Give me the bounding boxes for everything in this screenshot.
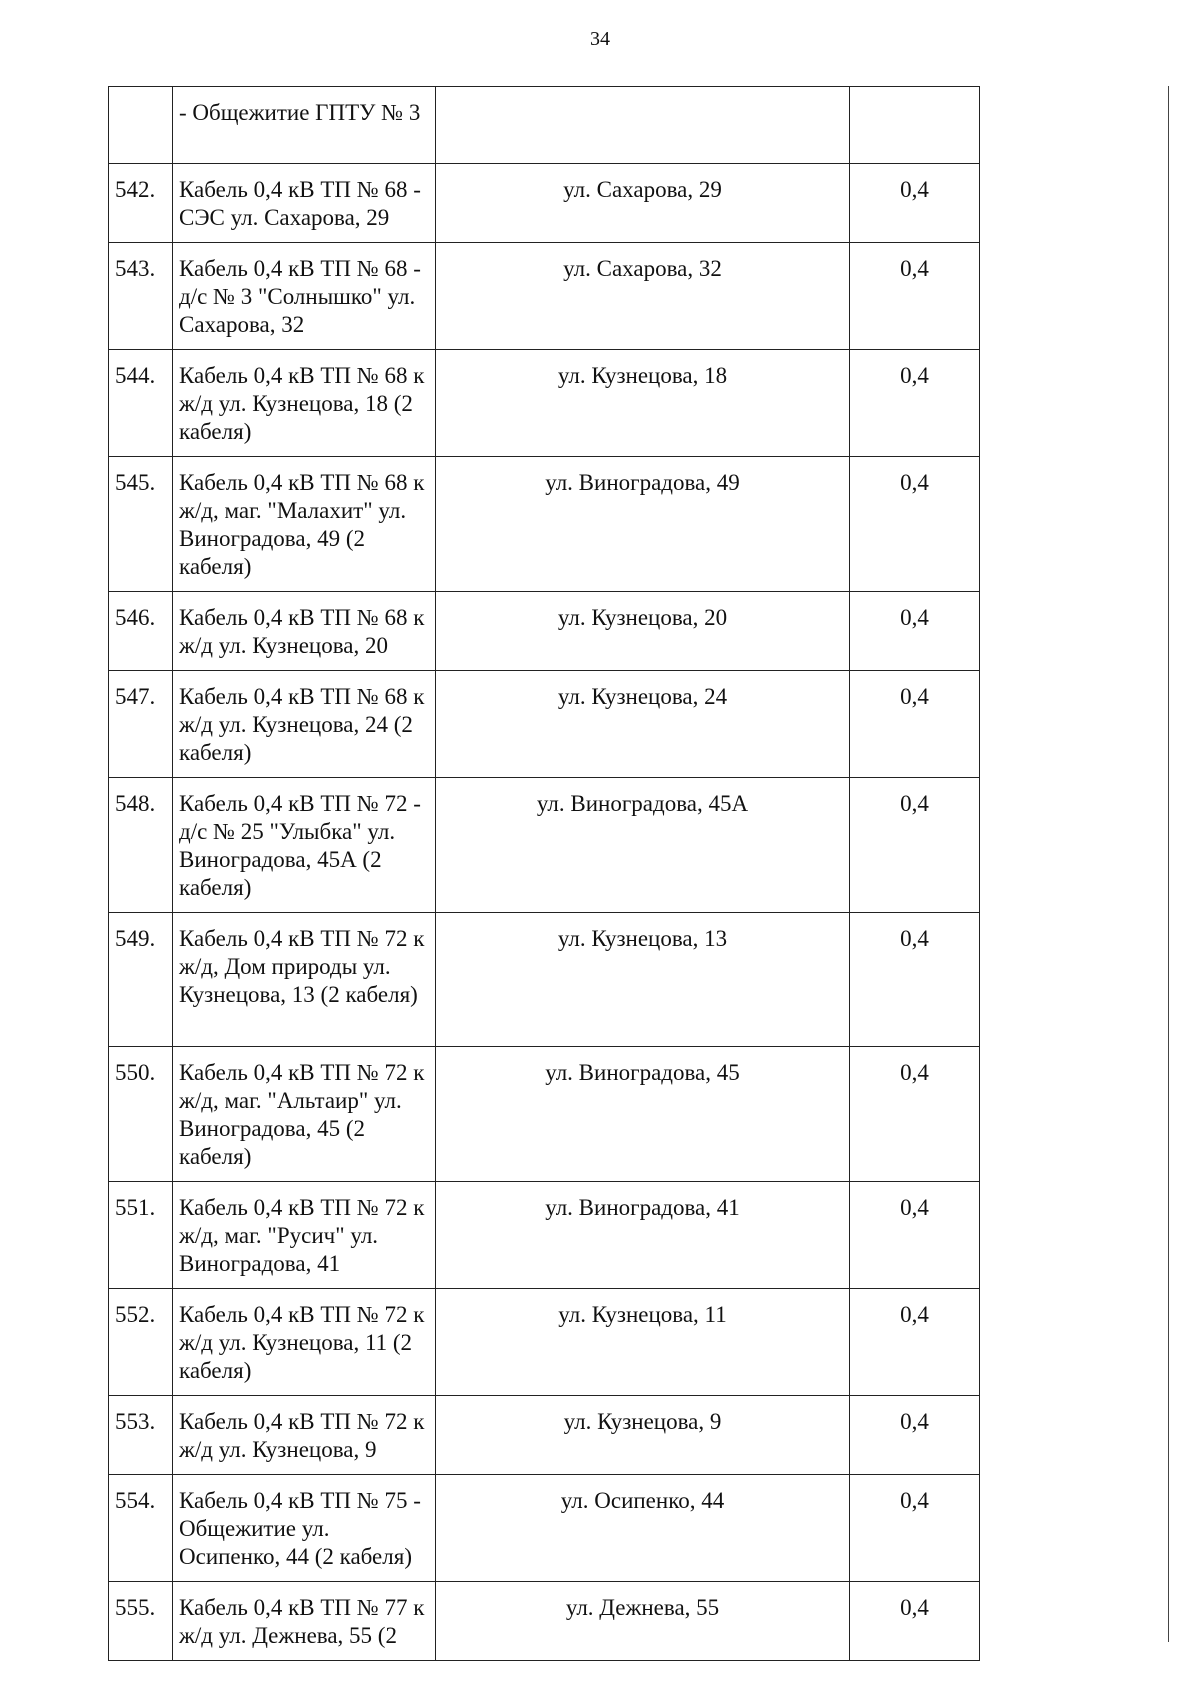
cable-name-cell: Кабель 0,4 кВ ТП № 75 - Общежитие ул. Осипенко, 44 (2 кабеля) — [173, 1475, 436, 1582]
table-row — [109, 457, 980, 592]
voltage-cell: 0,4 — [850, 457, 980, 592]
table-body — [109, 87, 980, 1661]
address-cell: ул. Дежнева, 55 — [436, 1582, 850, 1661]
row-number-cell: 546. — [109, 592, 173, 671]
voltage-cell: 0,4 — [850, 1182, 980, 1289]
voltage-cell: 0,4 — [850, 1047, 980, 1182]
table-row — [109, 592, 980, 671]
row-number-cell: 553. — [109, 1396, 173, 1475]
row-number-cell: 542. — [109, 164, 173, 243]
row-number-cell: 555. — [109, 1582, 173, 1661]
row-number-cell: 547. — [109, 671, 173, 778]
address-cell: ул. Кузнецова, 9 — [436, 1396, 850, 1475]
cable-name-cell: Кабель 0,4 кВ ТП № 68 к ж/д ул. Кузнецова, 18 (2 кабеля) — [173, 350, 436, 457]
row-number-cell: 544. — [109, 350, 173, 457]
table-row — [109, 913, 980, 1047]
row-number-cell: 548. — [109, 778, 173, 913]
address-cell: ул. Виноградова, 45А — [436, 778, 850, 913]
table-row — [109, 671, 980, 778]
table-row — [109, 1182, 980, 1289]
voltage-cell — [850, 87, 980, 164]
cable-name-cell: Кабель 0,4 кВ ТП № 72 к ж/д, маг. "Альтаир" ул. Виноградова, 45 (2 кабеля) — [173, 1047, 436, 1182]
table-row — [109, 1582, 980, 1661]
address-cell: ул. Сахарова, 29 — [436, 164, 850, 243]
cable-name-cell: Кабель 0,4 кВ ТП № 68 к ж/д ул. Кузнецова, 24 (2 кабеля) — [173, 671, 436, 778]
cable-name-cell: Кабель 0,4 кВ ТП № 77 к ж/д ул. Дежнева, 55 (2 — [173, 1582, 436, 1661]
cable-name-cell: Кабель 0,4 кВ ТП № 68 к ж/д, маг. "Малахит" ул. Виноградова, 49 (2 кабеля) — [173, 457, 436, 592]
cable-registry-table — [108, 86, 980, 1661]
address-cell: ул. Кузнецова, 11 — [436, 1289, 850, 1396]
address-cell: ул. Виноградова, 41 — [436, 1182, 850, 1289]
address-cell: ул. Кузнецова, 20 — [436, 592, 850, 671]
row-number-cell: 549. — [109, 913, 173, 1047]
table-row — [109, 1289, 980, 1396]
address-cell — [436, 87, 850, 164]
address-cell: ул. Виноградова, 45 — [436, 1047, 850, 1182]
cable-name-cell: Кабель 0,4 кВ ТП № 68 - СЭС ул. Сахарова, 29 — [173, 164, 436, 243]
voltage-cell: 0,4 — [850, 913, 980, 1047]
table-row — [109, 1475, 980, 1582]
voltage-cell: 0,4 — [850, 1396, 980, 1475]
address-cell: ул. Кузнецова, 24 — [436, 671, 850, 778]
row-number-cell: 543. — [109, 243, 173, 350]
voltage-cell: 0,4 — [850, 592, 980, 671]
row-number-cell: 551. — [109, 1182, 173, 1289]
voltage-cell: 0,4 — [850, 671, 980, 778]
cable-name-cell: - Общежитие ГПТУ № 3 — [173, 87, 436, 164]
row-number-cell: 552. — [109, 1289, 173, 1396]
row-number-cell: 550. — [109, 1047, 173, 1182]
voltage-cell: 0,4 — [850, 1475, 980, 1582]
table-row — [109, 778, 980, 913]
address-cell: ул. Сахарова, 32 — [436, 243, 850, 350]
voltage-cell: 0,4 — [850, 1289, 980, 1396]
table-row — [109, 164, 980, 243]
voltage-cell: 0,4 — [850, 778, 980, 913]
cable-name-cell: Кабель 0,4 кВ ТП № 68 - д/с № 3 "Солнышко" ул. Сахарова, 32 — [173, 243, 436, 350]
address-cell: ул. Виноградова, 49 — [436, 457, 850, 592]
cable-name-cell: Кабель 0,4 кВ ТП № 72 к ж/д, маг. "Русич" ул. Виноградова, 41 — [173, 1182, 436, 1289]
cable-name-cell: Кабель 0,4 кВ ТП № 72 к ж/д ул. Кузнецова, 11 (2 кабеля) — [173, 1289, 436, 1396]
voltage-cell: 0,4 — [850, 350, 980, 457]
voltage-cell: 0,4 — [850, 164, 980, 243]
table-row — [109, 87, 980, 164]
table-row — [109, 1047, 980, 1182]
voltage-cell: 0,4 — [850, 243, 980, 350]
page-number: 34 — [590, 28, 610, 50]
cable-name-cell: Кабель 0,4 кВ ТП № 72 к ж/д, Дом природы ул. Кузнецова, 13 (2 кабеля) — [173, 913, 436, 1047]
cable-name-cell: Кабель 0,4 кВ ТП № 72 - д/с № 25 "Улыбка" ул. Виноградова, 45А (2 кабеля) — [173, 778, 436, 913]
row-number-cell: 545. — [109, 457, 173, 592]
address-cell: ул. Кузнецова, 18 — [436, 350, 850, 457]
cable-name-cell: Кабель 0,4 кВ ТП № 72 к ж/д ул. Кузнецова, 9 — [173, 1396, 436, 1475]
right-margin-line — [1168, 86, 1169, 1642]
address-cell: ул. Кузнецова, 13 — [436, 913, 850, 1047]
address-cell: ул. Осипенко, 44 — [436, 1475, 850, 1582]
cable-name-cell: Кабель 0,4 кВ ТП № 68 к ж/д ул. Кузнецова, 20 — [173, 592, 436, 671]
table-row — [109, 350, 980, 457]
row-number-cell: 554. — [109, 1475, 173, 1582]
table-row — [109, 243, 980, 350]
table-row — [109, 1396, 980, 1475]
voltage-cell: 0,4 — [850, 1582, 980, 1661]
row-number-cell — [109, 87, 173, 164]
